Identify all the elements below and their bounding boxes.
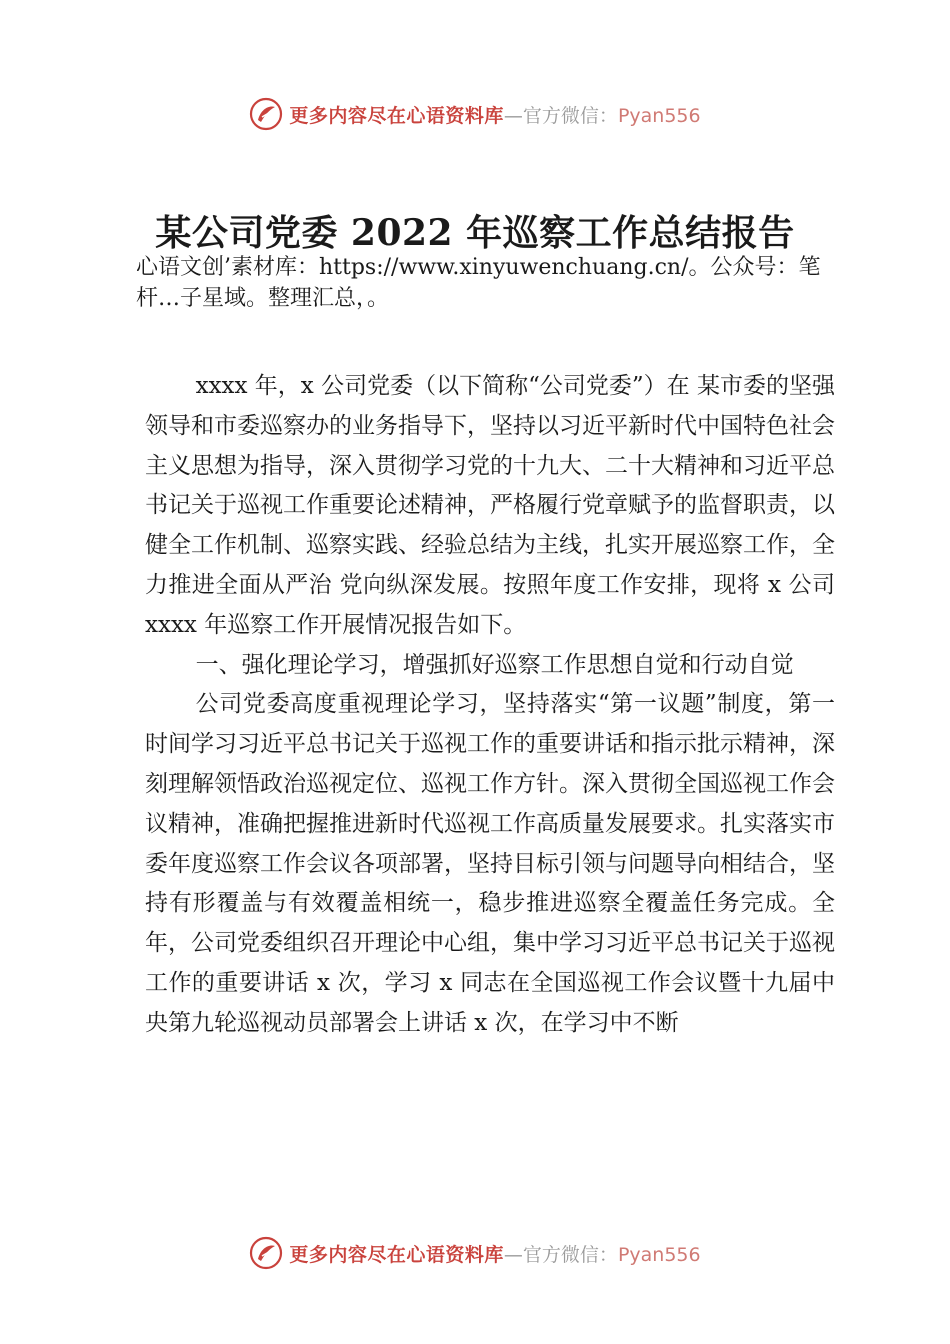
footer-watermark-banner — [0, 1231, 950, 1275]
xinyu-logo-icon — [249, 97, 283, 131]
document-body — [145, 367, 835, 1044]
watermark-wechat-label: —官方微信：Pyan556 — [503, 104, 701, 127]
watermark-wechat-label: —官方微信：Pyan556 — [503, 1243, 701, 1266]
watermark-wechat-id: Pyan556 — [617, 1243, 701, 1266]
document-title: 某公司党委 2022 年巡察工作总结报告 — [155, 212, 795, 254]
source-line: 心语文创’素材库：https://www.xinyuwenchuang.cn/。公众号：笔杆…子星域。整理汇总，。 — [136, 255, 821, 311]
section-heading: 一、强化理论学习，增强抓好巡察工作思想自觉和行动自觉 — [195, 651, 794, 678]
body-paragraph: xxxx 年，x 公司党委（以下简称“公司党委”）在 某市委的坚强领导和市委巡察办的业务指导下，坚持以习近平新时代中国特色社会主义思想为指导，深入贯彻学习党的十九大、二十大精神和习近平总书记关于巡视工作重要论述精神，严格履行党章赋予的监督职责，以健全工作机制、巡察实践、经验总结为主线，扎实开展巡察工作，全力推进全面从严治 党向纵深发展。按照年度工作安排，现将 x 公司 xxxx 年巡察工作开展情况报告如下。 — [145, 373, 835, 638]
watermark-brand-text: 更多内容尽在心语资料库 — [289, 1243, 504, 1266]
watermark-wechat-id: Pyan556 — [617, 104, 701, 127]
body-paragraph: 公司党委高度重视理论学习，坚持落实“第一议题”制度，第一时间学习习近平总书记关于巡视工作的重要讲话和指示批示精神，深刻理解领悟政治巡视定位、巡视工作方针。深入贯彻全国巡视工作会议精神，准确把握推进新时代巡视工作高质量发展要求。扎实落实市委年度巡察工作会议各项部署，坚持目标引领与问题导向相结合，坚持有形覆盖与有效覆盖相统一，稳步推进巡察全覆盖任务完成。全年，公司党委组织召开理论中心组，集中学习习近平总书记关于巡视工作的重要讲话 x 次，学习 x 同志在全国巡视工作会议暨十九届中央第九轮巡视动员部署会上讲话 x 次，在学习中不断 — [145, 691, 835, 1036]
watermark-brand-text: 更多内容尽在心语资料库 — [289, 104, 504, 127]
header-watermark-banner — [0, 92, 950, 136]
xinyu-logo-icon — [249, 1236, 283, 1270]
